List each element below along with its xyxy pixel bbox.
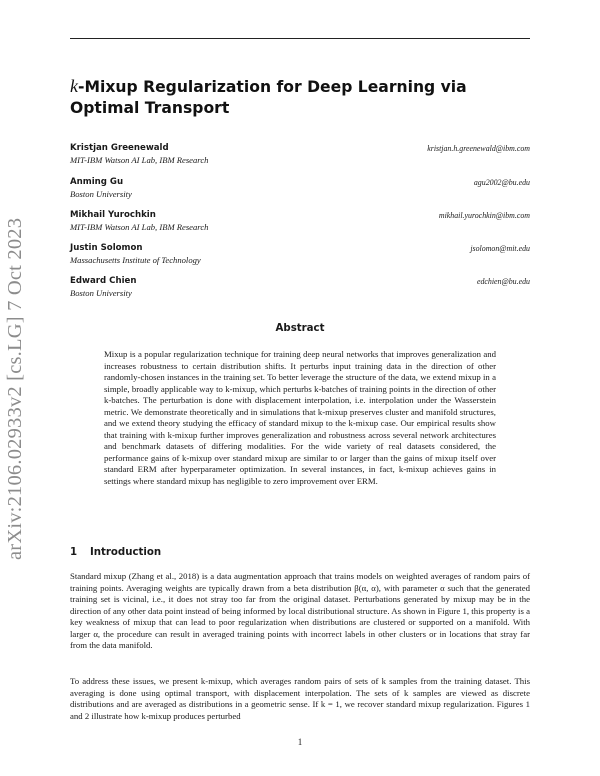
author-email[interactable]: mikhail.yurochkin@ibm.com (438, 211, 530, 220)
author-name: Anming Gu (70, 177, 124, 187)
author-affiliation: Boston University (70, 189, 132, 199)
paper-title (70, 76, 530, 119)
section-title: Introduction (90, 547, 162, 558)
author-affiliation: Boston University (70, 288, 132, 298)
title-k: k (70, 76, 78, 96)
author-email[interactable]: agu2002@bu.edu (473, 178, 530, 187)
author-block (70, 243, 530, 267)
arxiv-identifier[interactable]: arXiv:2106.02933v2 [cs.LG] 7 Oct 2023 (4, 217, 26, 560)
author-name: Edward Chien (70, 276, 137, 286)
page-number: 1 (297, 737, 303, 747)
author-name: Justin Solomon (70, 243, 143, 253)
intro-paragraph-1: Standard mixup (Zhang et al., 2018) is a data augmentation approach that trains models on weighted averages of random pairs of training points. Averaging weights are typically drawn from a beta distribution β(α, α), with parameter α such that the generated training set is vicinal, i.e., it does not stray too far from the original dataset. Perturbations generated by mixup may be in the direction of any other data point instead of being informed by local distributional structure. As shown in Figure 1, this property is a key weakness of mixup that can lead to poor regularization when distributions are clustered or supported on a manifold. With larger α, the procedure can result in averaged training points with incorrect labels in other clusters or in locations that stray far from the data manifold. (70, 571, 530, 650)
abstract-heading: Abstract (275, 323, 325, 334)
author-name: Mikhail Yurochkin (70, 210, 156, 220)
author-affiliation: Massachusetts Institute of Technology (70, 255, 201, 265)
title-rest: -Mixup Regularization for Deep Learning via Optimal Transport (70, 78, 467, 117)
author-block (70, 177, 530, 201)
author-name: Kristjan Greenewald (70, 143, 169, 153)
top-rule (70, 38, 530, 39)
author-email[interactable]: edchien@bu.edu (476, 277, 530, 286)
author-block (70, 143, 530, 167)
intro-paragraph-2: To address these issues, we present k-mixup, which averages random pairs of sets of k samples from the training dataset. This averaging is done using optimal transport, with displacement interpolation. The sets of k samples are viewed as discrete distributions and are averaged as distributions in a geometric sense. If k = 1, we recover standard mixup regularization. Figures 1 and 2 illustrate how k-mixup produces perturbed (70, 676, 530, 721)
section-heading (70, 547, 161, 558)
author-affiliation: MIT-IBM Watson AI Lab, IBM Research (70, 222, 209, 232)
author-block (70, 210, 530, 234)
section-number: 1 (70, 547, 78, 558)
author-block (70, 276, 530, 300)
abstract-text: Mixup is a popular regularization technique for training deep neural networks that improves generalization and increases robustness to certain distribution shifts. It perturbs input training data in the direction of other randomly-chosen instances in the training set. To better leverage the structure of the data, we extend mixup in a simple, broadly applicable way to k-mixup, which perturbs k-batches of training points in the direction of other k-batches. The perturbation is done with displacement interpolation, i.e. interpolation under the Wasserstein metric. We demonstrate theoretically and in simulations that k-mixup preserves cluster and manifold structures, and we extend theory studying the efficacy of standard mixup to the k-mixup case. Our empirical results show that training with k-mixup further improves generalization and robustness across several network architectures and benchmark datasets of differing modalities. For the wide variety of real datasets considered, the performance gains of k-mixup over standard mixup are similar to or larger than the gains of mixup itself over standard ERM after hyperparameter optimization. In several instances, in fact, k-mixup achieves gains in settings where standard mixup has negligible to zero improvement over ERM. (104, 349, 496, 487)
author-email[interactable]: kristjan.h.greenewald@ibm.com (427, 144, 530, 153)
author-affiliation: MIT-IBM Watson AI Lab, IBM Research (70, 155, 209, 165)
author-email[interactable]: jsolomon@mit.edu (470, 244, 530, 253)
